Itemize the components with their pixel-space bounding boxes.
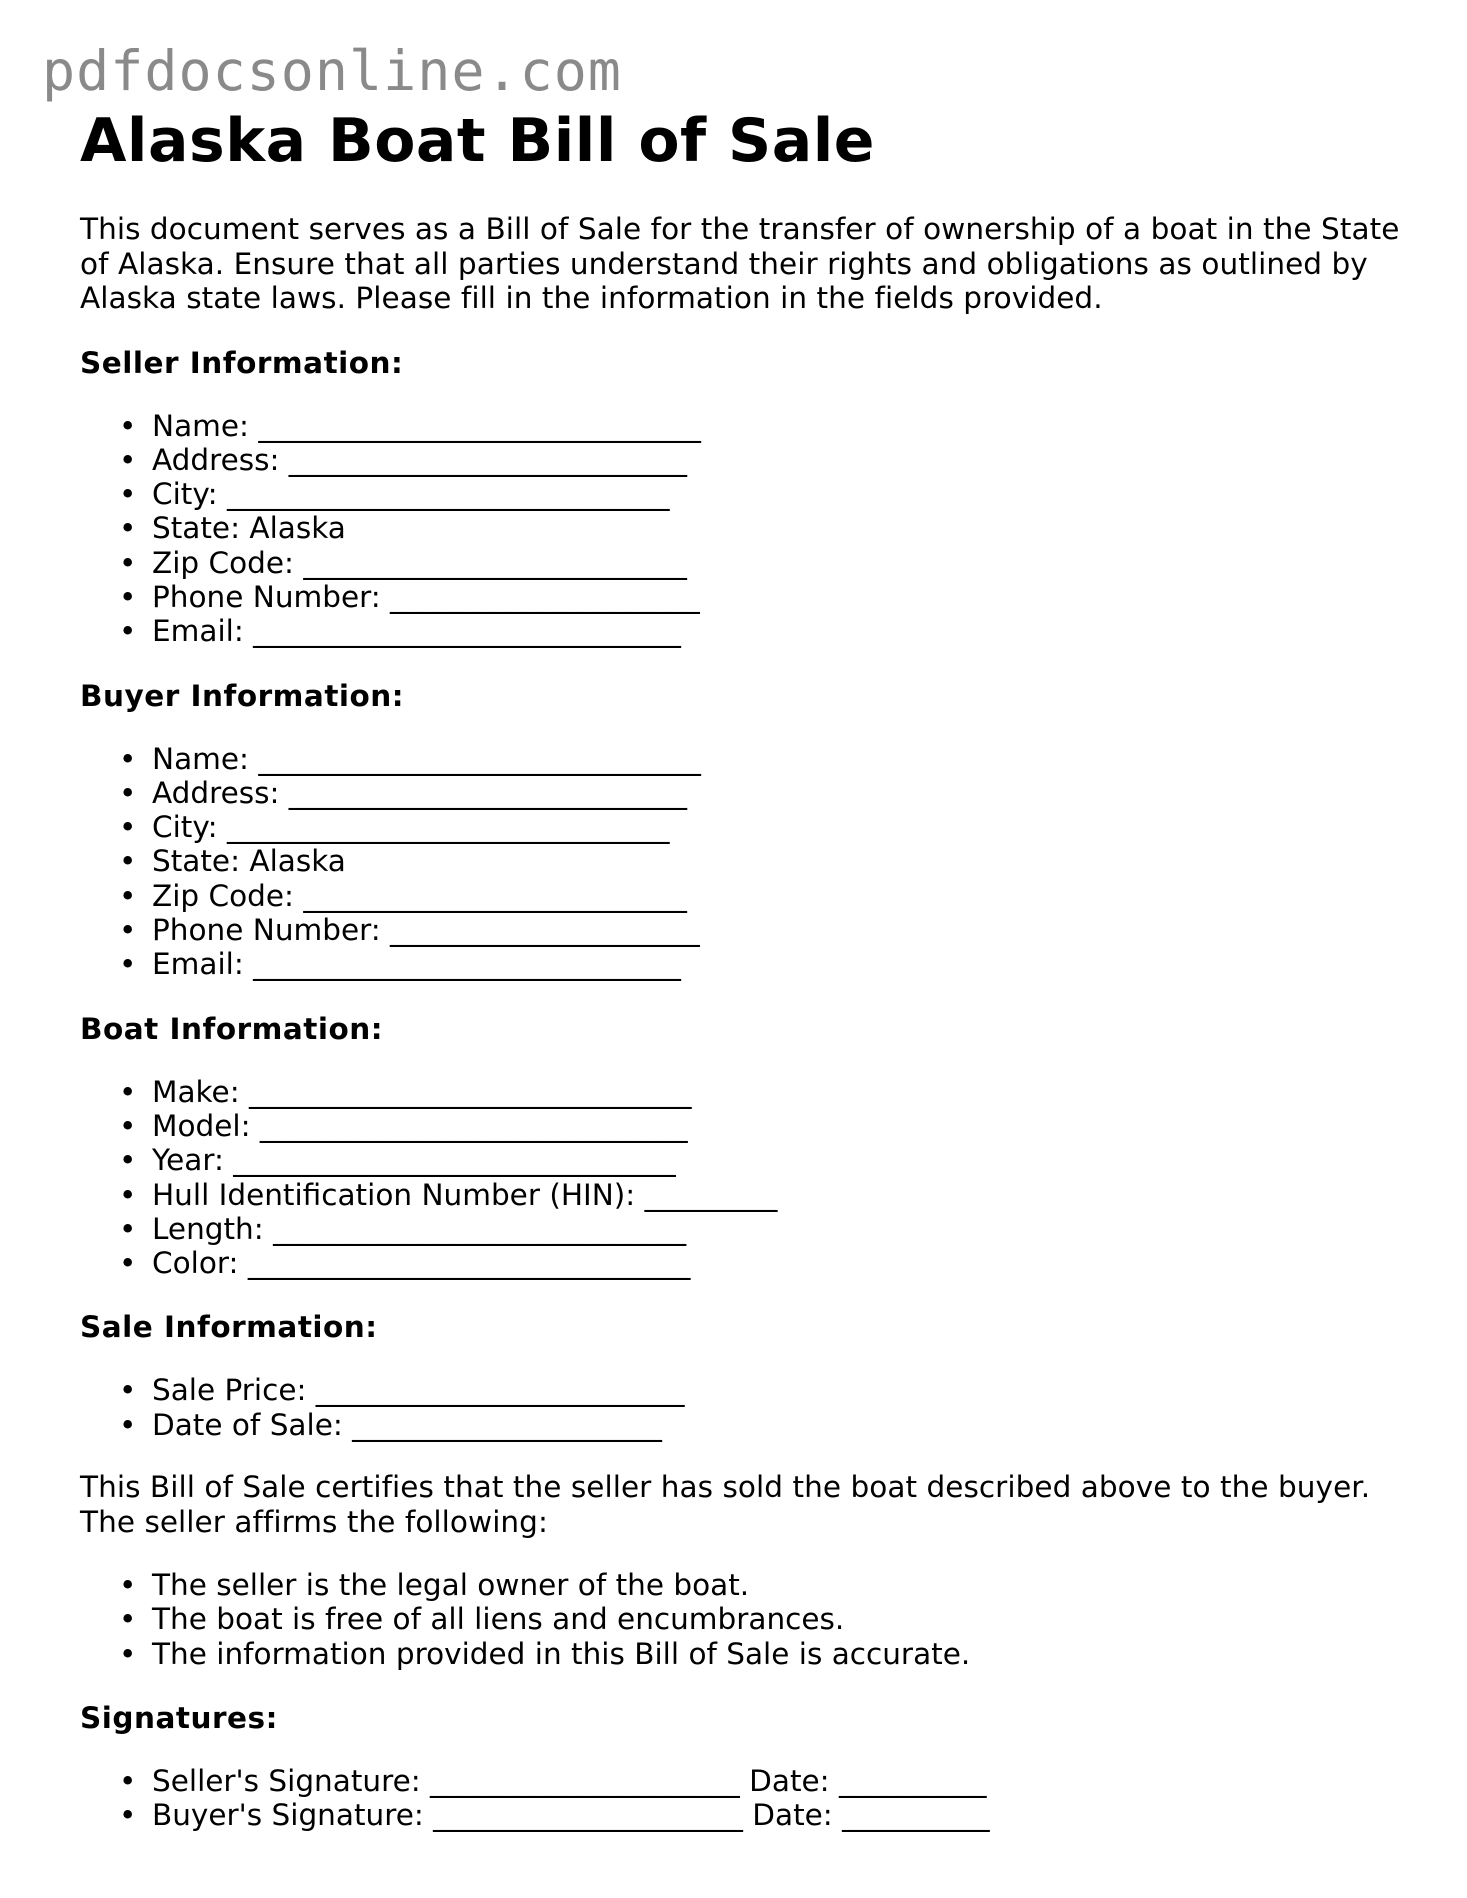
- boat-make-field[interactable]: • Make: ______________________________: [80, 1075, 1400, 1109]
- seller-address-field[interactable]: • Address: ___________________________: [80, 443, 1400, 477]
- boat-model-field[interactable]: • Model: _____________________________: [80, 1109, 1400, 1143]
- sale-list: [80, 1373, 1400, 1442]
- intro-paragraph: This document serves as a Bill of Sale for the transfer of ownership of a boat in the State of Alaska. Ensure that all parties understand their rights and obligations as outlined by Alaska state laws. Please fill in the information in the fields provided.: [80, 212, 1400, 315]
- boat-heading: Boat Information:: [80, 1011, 384, 1046]
- sale-price-field[interactable]: • Sale Price: _________________________: [80, 1373, 1400, 1407]
- buyer-state: • State: Alaska: [80, 844, 1400, 878]
- signatures-list: [80, 1764, 1400, 1833]
- certification-paragraph: This Bill of Sale certifies that the seller has sold the boat described above to the buyer. The seller affirms the following:: [80, 1470, 1371, 1539]
- boat-length-field[interactable]: • Length: ____________________________: [80, 1212, 1400, 1246]
- boat-list: [80, 1075, 1400, 1281]
- buyer-signature-field[interactable]: • Buyer's Signature: _____________________ Date: __________: [80, 1798, 1400, 1832]
- boat-year-field[interactable]: • Year: ______________________________: [80, 1143, 1400, 1177]
- buyer-zip-field[interactable]: • Zip Code: __________________________: [80, 879, 1400, 913]
- affirmation-item: • The information provided in this Bill of Sale is accurate.: [80, 1637, 1400, 1671]
- seller-list: [80, 409, 1400, 649]
- buyer-email-field[interactable]: • Email: _____________________________: [80, 947, 1400, 981]
- buyer-city-field[interactable]: • City: ______________________________: [80, 810, 1400, 844]
- seller-heading: Seller Information:: [80, 345, 404, 380]
- seller-signature-field[interactable]: • Seller's Signature: _____________________ Date: __________: [80, 1764, 1400, 1798]
- seller-city-field[interactable]: • City: ______________________________: [80, 477, 1400, 511]
- affirmation-item: • The boat is free of all liens and encumbrances.: [80, 1602, 1400, 1636]
- seller-state: • State: Alaska: [80, 511, 1400, 545]
- boat-hin-field[interactable]: • Hull Identification Number (HIN): _________: [80, 1178, 1400, 1212]
- buyer-list: [80, 742, 1400, 982]
- seller-name-field[interactable]: • Name: ______________________________: [80, 409, 1400, 443]
- sale-date-field[interactable]: • Date of Sale: _____________________: [80, 1408, 1400, 1442]
- buyer-phone-field[interactable]: • Phone Number: _____________________: [80, 913, 1400, 947]
- seller-email-field[interactable]: • Email: _____________________________: [80, 614, 1400, 648]
- watermark: pdfdocsonline.com: [42, 39, 622, 103]
- affirmation-list: [80, 1568, 1400, 1671]
- seller-phone-field[interactable]: • Phone Number: _____________________: [80, 580, 1400, 614]
- buyer-address-field[interactable]: • Address: ___________________________: [80, 776, 1400, 810]
- signatures-heading: Signatures:: [80, 1700, 278, 1735]
- boat-color-field[interactable]: • Color: ______________________________: [80, 1246, 1400, 1280]
- buyer-heading: Buyer Information:: [80, 678, 405, 713]
- sale-heading: Sale Information:: [80, 1310, 378, 1345]
- document-body: [80, 106, 1400, 1833]
- seller-zip-field[interactable]: • Zip Code: __________________________: [80, 546, 1400, 580]
- page-title: Alaska Boat Bill of Sale: [80, 106, 875, 176]
- affirmation-item: • The seller is the legal owner of the boat.: [80, 1568, 1400, 1602]
- buyer-name-field[interactable]: • Name: ______________________________: [80, 742, 1400, 776]
